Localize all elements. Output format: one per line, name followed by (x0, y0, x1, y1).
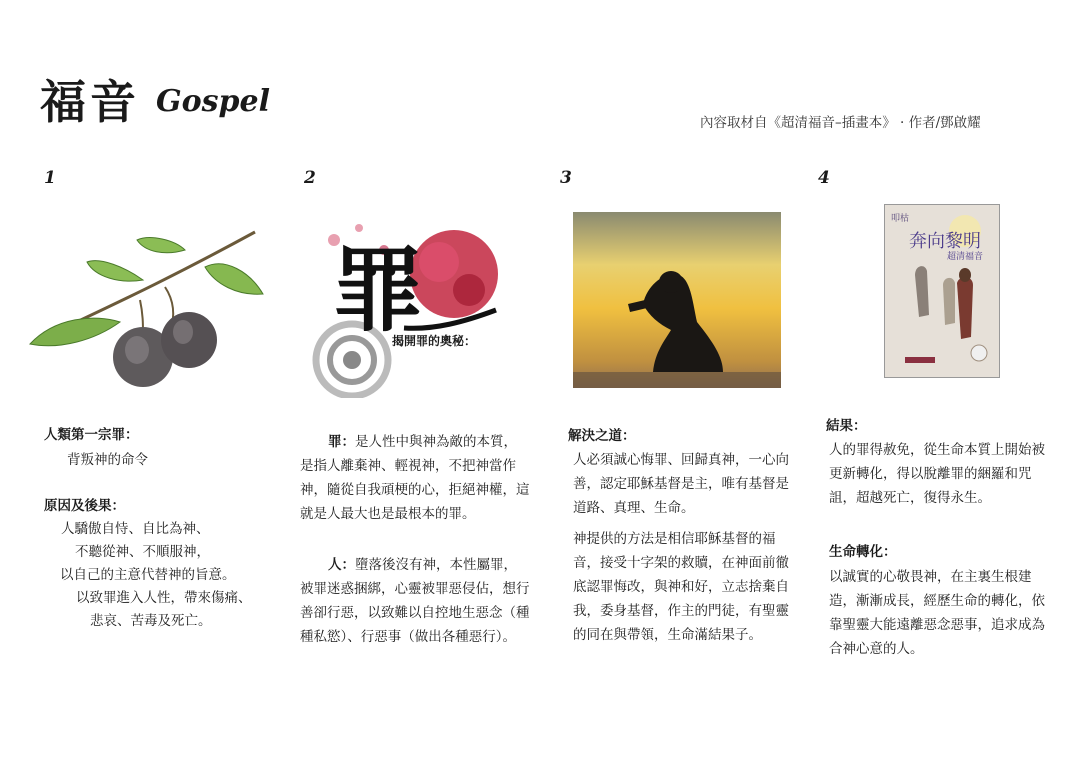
column-number-4: 4 (818, 168, 830, 188)
book-cover-image (884, 204, 1000, 378)
col1-cause-line-4: 以致罪進入人性，帶來傷痛、 (76, 590, 252, 606)
col2-sin-text: 是人性中與神為敵的本質，是指人離棄神、輕視神，不把神當作神，隨從自我頑梗的心，拒絕神權，這就是人最大也是最根本的罪。 (300, 434, 530, 522)
col2-man-paragraph (300, 553, 530, 649)
col2-man-lead: 人： (328, 557, 355, 573)
kneeling-prayer-illustration (573, 212, 781, 388)
page-title-english: Gospel (156, 84, 270, 119)
svg-text:罪: 罪 (332, 236, 425, 344)
page-title-chinese: 福音 (40, 75, 140, 129)
source-credit: 內容取材自《超清福音–插畫本》 · 作者/鄧啟耀 (700, 115, 981, 131)
book-cover-top-text: 叩枯 (891, 214, 910, 224)
sin-calligraphy-illustration (304, 210, 504, 398)
col2-man-text: 墮落後沒有神，本性屬罪，被罪迷惑捆綁，心靈被罪惡侵佔，想行善卻行惡，以致難以自控地生惡念（種種私慾）、行惡事（做出各種惡行）。 (300, 557, 530, 645)
col1-cause-line-2: 不聽從神、不順服神， (75, 544, 210, 560)
column-number-1: 1 (44, 168, 56, 188)
book-cover-subtitle: 超清福音 (947, 252, 984, 262)
book-cover-title: 奔向黎明 (909, 231, 981, 252)
column-number-2: 2 (304, 168, 316, 188)
col4-result-text: 人的罪得赦免，從生命本質上開始被更新轉化，得以脫離罪的綑羅和咒詛，超越死亡，復得永生。 (829, 442, 1045, 506)
column-number-3: 3 (560, 168, 572, 188)
col2-sin-paragraph (300, 430, 530, 526)
col1-first-sin-text: 背叛神的命令 (67, 452, 148, 468)
col4-heading-result: 結果： (826, 418, 867, 434)
col1-heading-cause: 原因及後果： (44, 498, 125, 514)
col1-cause-line-3: 以自己的主意代替神的旨意。 (60, 567, 236, 583)
col1-cause-line-5: 悲哀、苦毒及死亡。 (90, 613, 212, 629)
col3-heading-solution: 解決之道： (568, 428, 636, 444)
fruit-branch-illustration (25, 222, 265, 392)
col1-heading-first-sin: 人類第一宗罪： (44, 427, 139, 443)
sin-illustration-caption: 揭開罪的奧秘： (392, 334, 477, 348)
col3-paragraph-2: 神提供的方法是相信耶穌基督的福音，接受十字架的救贖，在神面前徹底認罪悔改，與神和好，立志捨棄自我，委身基督，作主的門徒，有聖靈的同在與帶領，生命滿結果子。 (573, 531, 789, 643)
col4-heading-transformation: 生命轉化： (829, 544, 897, 560)
col3-paragraph-1: 人必須誠心悔罪、回歸真神，一心向善，認定耶穌基督是主，唯有基督是道路、真理、生命。 (573, 452, 789, 516)
col1-cause-line-1: 人驕傲自恃、自比為神、 (61, 521, 210, 537)
col2-sin-lead: 罪： (328, 434, 355, 450)
col4-transformation-text: 以誠實的心敬畏神，在主裏生根建造，漸漸成長，經歷生命的轉化，依靠聖靈大能遠離惡念惡事，追求成為合神心意的人。 (829, 569, 1045, 657)
